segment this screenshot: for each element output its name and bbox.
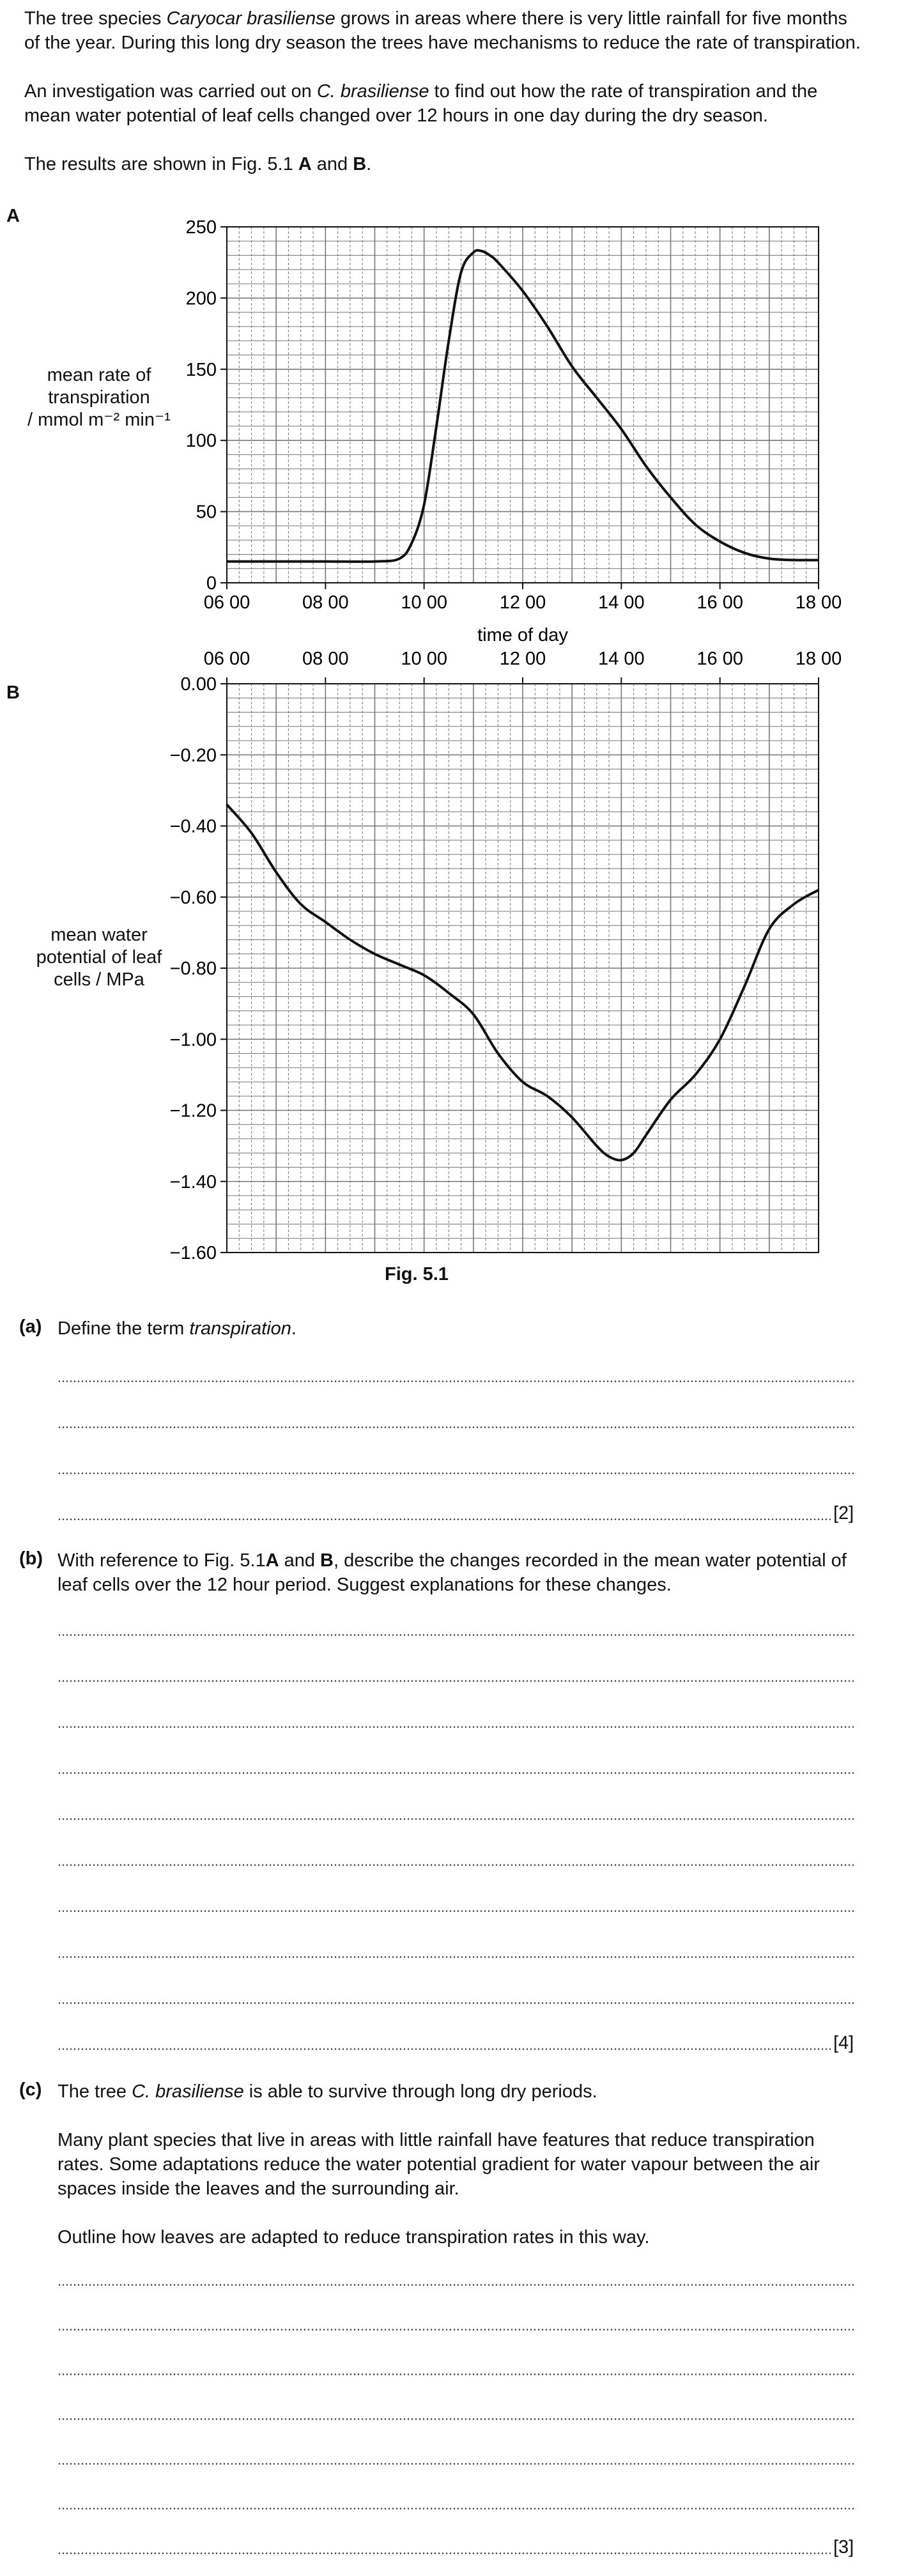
marks-a: [2] xyxy=(833,1503,854,1523)
question-a-label: (a) xyxy=(19,1316,42,1337)
question-c-paragraph-2: Many plant species that live in areas with little rainfall have features that reduce transpiration rates. Some adaptations reduce the water potential gradient for water vapour between the air spaces inside the leaves and the surrounding air. xyxy=(58,2130,820,2199)
figure-caption: Fig. 5.1 xyxy=(385,1264,449,1284)
x-axis-title: time of day xyxy=(477,625,568,645)
answer-line[interactable] xyxy=(58,1472,856,1474)
answer-line[interactable] xyxy=(58,1910,856,1912)
chart-a xyxy=(0,204,924,652)
marks-b: [4] xyxy=(833,2033,854,2053)
x-tick-label: 12 00 xyxy=(499,592,546,613)
intro-p3-ref-a: A xyxy=(298,154,312,174)
answer-line[interactable] xyxy=(58,1864,856,1866)
y-tick-label: −1.20 xyxy=(169,1100,217,1122)
answer-line[interactable] xyxy=(58,2329,856,2331)
question-b-and: and xyxy=(279,1550,321,1571)
question-c-line1-end: is able to survive through long dry periods. xyxy=(243,2081,597,2102)
y-tick-label: −1.00 xyxy=(169,1030,217,1051)
y-tick-label: 50 xyxy=(196,502,217,523)
answer-line[interactable] xyxy=(58,1634,856,1636)
question-b-ref-b: B xyxy=(320,1550,334,1571)
answer-line[interactable] xyxy=(58,2463,856,2465)
question-b-ref-a: A xyxy=(265,1550,279,1571)
intro-p2-text: An investigation was carried out on xyxy=(24,81,317,102)
intro-p3-and: and xyxy=(311,154,353,174)
y-axis-title-a-line1: mean rate of xyxy=(47,365,151,385)
y-tick-label: −0.40 xyxy=(169,816,217,837)
intro-text xyxy=(24,6,868,176)
question-c-label: (c) xyxy=(19,2079,42,2100)
intro-p3-text: The results are shown in Fig. 5.1 xyxy=(24,154,298,174)
y-tick-label: 0 xyxy=(206,573,217,594)
intro-paragraph-2 xyxy=(24,79,868,128)
x-tick-label: 06 00 xyxy=(203,592,250,613)
intro-paragraph-1 xyxy=(24,6,868,55)
x-tick-label: 18 00 xyxy=(795,649,842,669)
x-tick-label: 06 00 xyxy=(203,649,250,669)
y-tick-label: 150 xyxy=(185,359,217,380)
answer-line[interactable] xyxy=(58,2418,856,2420)
question-a-text xyxy=(58,1316,856,1341)
answer-line[interactable] xyxy=(58,1772,856,1774)
x-tick-label: 16 00 xyxy=(697,592,743,613)
question-c-line1: The tree xyxy=(58,2081,132,2102)
answer-line[interactable] xyxy=(58,1426,856,1428)
question-c-text xyxy=(58,2079,856,2249)
figure-label-a: A xyxy=(6,206,20,226)
x-tick-label: 14 00 xyxy=(598,649,645,669)
answer-line[interactable] xyxy=(58,2373,856,2375)
y-tick-label: −0.80 xyxy=(169,959,217,979)
x-tick-label: 10 00 xyxy=(401,592,447,613)
y-tick-label: −1.60 xyxy=(169,1243,217,1262)
answer-line[interactable] xyxy=(58,2048,831,2050)
y-axis-title-a-line3: / mmol m⁻² min⁻¹ xyxy=(27,410,171,430)
answer-line[interactable] xyxy=(58,1380,856,1382)
y-tick-label: 200 xyxy=(185,288,217,309)
y-axis-title-b-line3: cells / MPa xyxy=(54,969,144,990)
species-name-short: C. brasiliense xyxy=(316,81,429,102)
intro-p3-period: . xyxy=(366,154,372,174)
x-tick-label: 08 00 xyxy=(302,592,349,613)
question-a-prompt: Define the term xyxy=(58,1318,190,1339)
question-b-prompt-end: , describe the changes recorded in the mean water potential of leaf cells over the 12 hour period. Suggest explanations for these changes. xyxy=(58,1550,847,1595)
y-tick-label: 0.00 xyxy=(180,674,217,695)
intro-p1-text: The tree species xyxy=(24,8,167,29)
intro-p3-ref-b: B xyxy=(353,154,367,174)
y-tick-label: −0.20 xyxy=(169,745,217,766)
chart-b xyxy=(0,636,924,1262)
marks-c: [3] xyxy=(833,2537,854,2557)
answer-line[interactable] xyxy=(58,2002,856,2004)
x-tick-label: 08 00 xyxy=(302,649,349,669)
x-tick-label: 16 00 xyxy=(697,649,743,669)
question-a-period: . xyxy=(291,1318,296,1339)
question-c-species: C. brasiliense xyxy=(132,2081,244,2102)
question-a-term: transpiration xyxy=(189,1318,291,1339)
y-tick-label: −1.40 xyxy=(169,1171,217,1192)
intro-paragraph-3 xyxy=(24,152,868,176)
y-axis-title-b-line1: mean water xyxy=(50,925,148,945)
y-tick-label: −0.60 xyxy=(169,887,217,908)
question-b-prompt: With reference to Fig. 5.1 xyxy=(58,1550,266,1571)
intro-p2-text-end: to find out how the rate of transpiration and the mean water potential of leaf cells changed over 12 hours in one day during the dry season. xyxy=(24,81,818,126)
x-tick-label: 14 00 xyxy=(598,592,645,613)
y-tick-label: 100 xyxy=(185,431,217,452)
intro-p1-text-end: grows in areas where there is very little rainfall for five months of the year. During this long dry season the trees have mechanisms to reduce the rate of transpiration. xyxy=(24,8,861,53)
answer-line[interactable] xyxy=(58,2508,856,2510)
question-b-text xyxy=(58,1548,856,1597)
x-tick-label: 12 00 xyxy=(499,649,546,669)
x-tick-label: 10 00 xyxy=(401,649,447,669)
species-name: Caryocar brasiliense xyxy=(166,8,335,29)
answer-line[interactable] xyxy=(58,1956,856,1958)
answer-line[interactable] xyxy=(58,1680,856,1682)
y-tick-label: 250 xyxy=(185,217,217,238)
question-c-paragraph-3: Outline how leaves are adapted to reduce transpiration rates in this way. xyxy=(58,2227,650,2248)
answer-line[interactable] xyxy=(58,1518,831,1520)
question-b-label: (b) xyxy=(19,1548,43,1569)
answer-line[interactable] xyxy=(58,2552,831,2554)
y-axis-title-b-line2: potential of leaf xyxy=(36,947,162,968)
y-axis-title-a-line2: transpiration xyxy=(48,387,150,408)
answer-line[interactable] xyxy=(58,2284,856,2286)
answer-line[interactable] xyxy=(58,1818,856,1820)
figure-label-b: B xyxy=(6,683,20,703)
x-tick-label: 18 00 xyxy=(795,592,842,613)
answer-line[interactable] xyxy=(58,1726,856,1728)
